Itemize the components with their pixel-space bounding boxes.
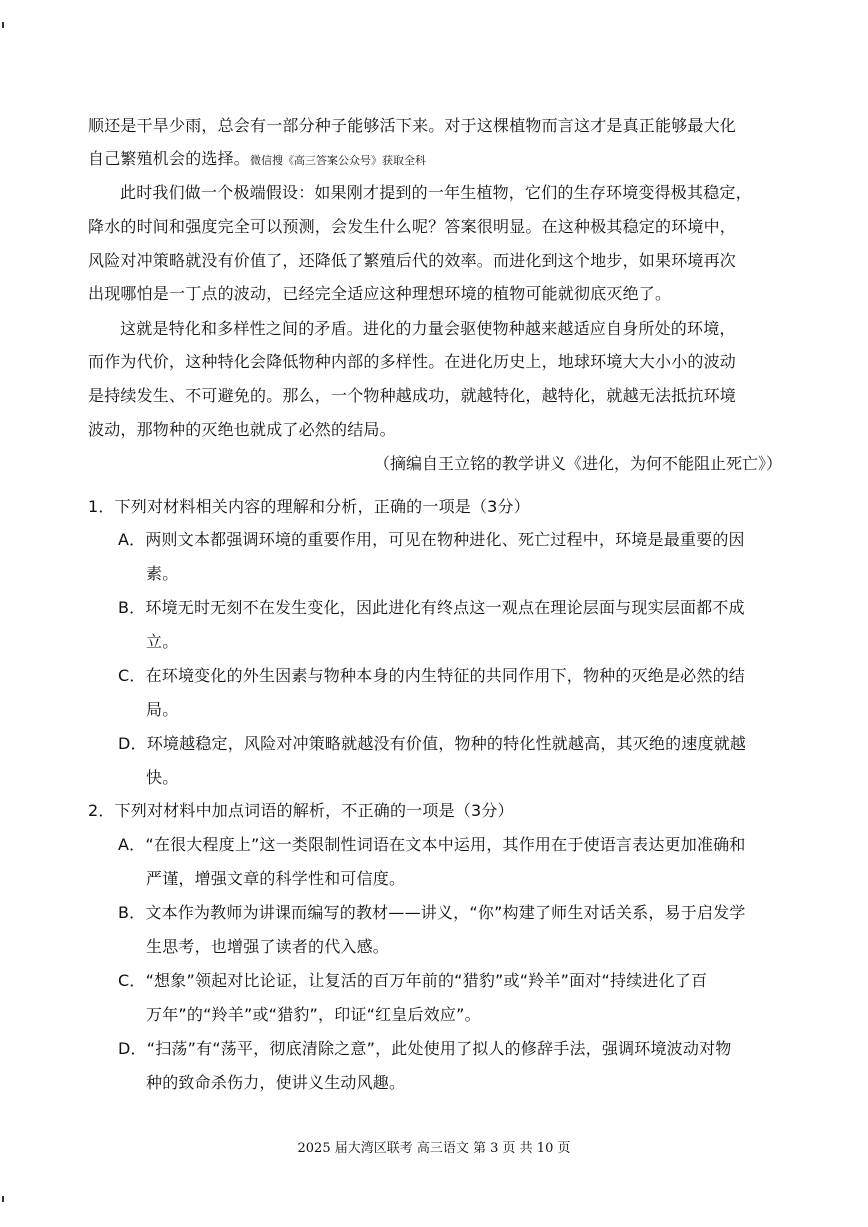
q1-option-c: C．在环境变化的外生因素与物种本身的内生特征的共同作用下，物种的灭绝是必然的结 bbox=[118, 666, 745, 685]
passage-line: 而作为代价，这种特化会降低物种内部的多样性。在进化历史上，地球环境大大小小的波动 bbox=[88, 352, 737, 371]
q2-option-c: C．“想象”领起对比论证，让复活的百万年前的“猎豹”或“羚羊”面对“持续进化了百 bbox=[118, 971, 708, 990]
q1-option-d: D．环境越稳定，风险对冲策略就越没有价值，物种的特化性就越高，其灭绝的速度就越 bbox=[118, 734, 747, 753]
watermark-note: 微信搜《高三答案公众号》获取全科 bbox=[250, 154, 427, 167]
passage-line: 出现哪怕是一丁点的波动，已经完全适应这种理想环境的植物可能就彻底灭绝了。 bbox=[88, 284, 672, 303]
q2-option-a-cont: 严谨，增强文章的科学性和可信度。 bbox=[146, 869, 406, 888]
q2-option-d: D．“扫荡”有“荡平，彻底清除之意”，此处使用了拟人的修辞手法，强调环境波动对物 bbox=[118, 1039, 732, 1058]
question-2-stem: 2．下列对材料中加点词语的解析，不正确的一项是（3分） bbox=[88, 801, 514, 820]
q1-option-b-cont: 立。 bbox=[146, 632, 179, 651]
passage-line: 此时我们做一个极端假设：如果刚才提到的一年生植物，它们的生存环境变得极其稳定， bbox=[120, 183, 752, 202]
q1-option-a-cont: 素。 bbox=[146, 564, 179, 583]
q2-option-c-cont: 万年”的“羚羊”或“猎豹”，印证“红皇后效应”。 bbox=[146, 1005, 481, 1024]
passage-line: 波动，那物种的灭绝也就成了必然的结局。 bbox=[88, 420, 396, 439]
q2-option-a: A．“在很大程度上”这一类限制性词语在文本中运用，其作用在于使语言表达更加准确和 bbox=[118, 835, 746, 854]
q1-option-a: A．两则文本都强调环境的重要作用，可见在物种进化、死亡过程中，环境是最重要的因 bbox=[118, 530, 745, 549]
passage-line: 顺还是干旱少雨，总会有一部分种子能够活下来。对于这棵植物而言这才是真正能够最大化 bbox=[88, 116, 737, 135]
passage-line: 是持续发生、不可避免的。那么，一个物种越成功，就越特化，越特化，就越无法抵抗环境 bbox=[88, 386, 737, 405]
passage-line: 这就是特化和多样性之间的矛盾。进化的力量会驱使物种越来越适应自身所处的环境， bbox=[120, 319, 736, 338]
passage-text: 自己繁殖机会的选择。 bbox=[88, 149, 251, 168]
q1-option-b: B．环境无时无刻不在发生变化，因此进化有终点这一观点在理论层面与现实层面都不成 bbox=[118, 598, 745, 617]
q1-option-c-cont: 局。 bbox=[146, 700, 179, 719]
q1-option-d-cont: 快。 bbox=[146, 768, 179, 787]
scan-mark-bottom bbox=[2, 1196, 4, 1202]
q2-option-b: B．文本作为教师为讲课而编写的教材——讲义，“你”构建了师生对话关系，易于启发学 bbox=[118, 903, 746, 922]
passage-line: 风险对冲策略就没有价值了，还降低了繁殖后代的效率。而进化到这个地步，如果环境再次 bbox=[88, 251, 737, 270]
scan-mark-top bbox=[2, 22, 4, 28]
passage-source: （摘编自王立铭的教学讲义《进化，为何不能阻止死亡》） bbox=[373, 454, 782, 473]
passage-line bbox=[88, 149, 788, 171]
question-1-stem: 1．下列对材料相关内容的理解和分析，正确的一项是（3分） bbox=[88, 497, 530, 516]
page-footer: 2025 届大湾区联考 高三语文 第 3 页 共 10 页 bbox=[297, 1141, 571, 1156]
q2-option-d-cont: 种的致命杀伤力，使讲义生动风趣。 bbox=[146, 1073, 406, 1092]
q2-option-b-cont: 生思考，也增强了读者的代入感。 bbox=[146, 937, 390, 956]
passage-line: 降水的时间和强度完全可以预测，会发生什么呢？答案很明显。在这种极其稳定的环境中， bbox=[88, 217, 737, 236]
